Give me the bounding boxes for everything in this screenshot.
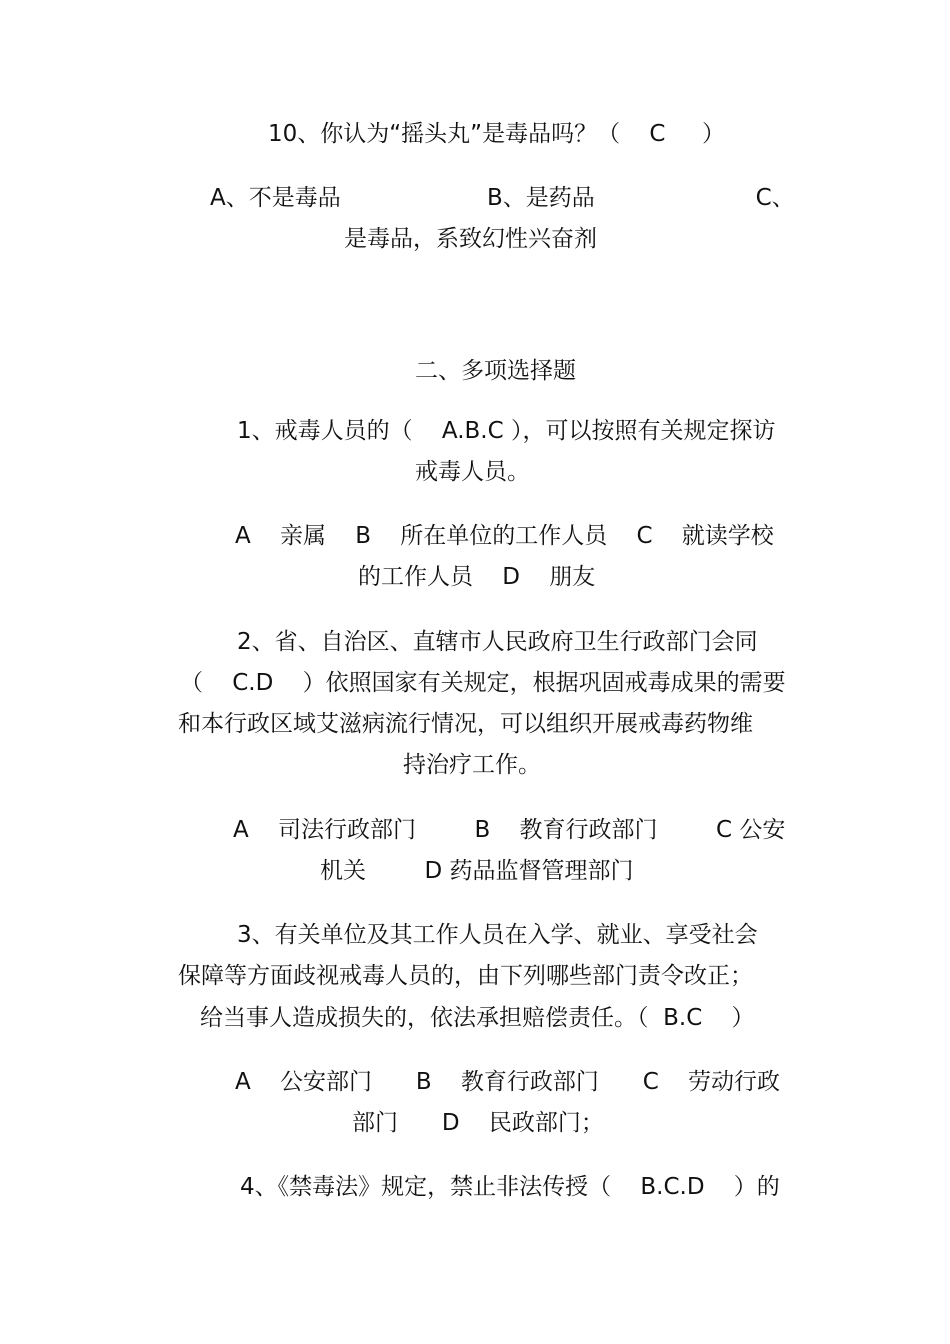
section-heading: 二、多项选择题 <box>415 358 576 384</box>
mq2-options: A 司法行政部门 B 教育行政部门 C 公安 <box>233 817 786 843</box>
mq3-options-continued: 部门 D 民政部门； <box>352 1110 604 1136</box>
mq2-question-line4: 持治疗工作。 <box>403 752 541 778</box>
mq1-question-continued: 戒毒人员。 <box>415 459 530 485</box>
mq4-question: 4、《禁毒法》规定，禁止非法传授（ B.C.D ）的 <box>240 1174 780 1200</box>
mq2-question-line3: 和本行政区域艾滋病流行情况，可以组织开展戒毒药物维 <box>178 711 753 737</box>
q10-question: 10、你认为“摇头丸”是毒品吗？（ C ） <box>268 121 725 147</box>
mq1-question: 1、戒毒人员的（ A.B.C ），可以按照有关规定探访 <box>237 418 776 444</box>
mq1-options: A 亲属 B 所在单位的工作人员 C 就读学校 <box>235 523 774 549</box>
mq3-question-line3: 给当事人造成损失的，依法承担赔偿责任。（ B.C ） <box>200 1005 755 1031</box>
q10-options: A、不是毒品 B、是药品 C、 <box>210 185 795 211</box>
mq3-options: A 公安部门 B 教育行政部门 C 劳动行政 <box>235 1069 781 1095</box>
mq2-question-line2: （ C.D ）依照国家有关规定，根据巩固戒毒成果的需要 <box>180 670 786 696</box>
mq2-question: 2、省、自治区、直辖市人民政府卫生行政部门会同 <box>237 629 758 655</box>
q10-options-continued: 是毒品，系致幻性兴奋剂 <box>344 226 597 252</box>
mq1-options-continued: 的工作人员 D 朋友 <box>358 564 596 590</box>
mq2-options-continued: 机关 D 药品监督管理部门 <box>320 858 634 884</box>
mq3-question: 3、有关单位及其工作人员在入学、就业、享受社会 <box>237 922 758 948</box>
mq3-question-line2: 保障等方面歧视戒毒人员的，由下列哪些部门责令改正； <box>178 963 753 989</box>
